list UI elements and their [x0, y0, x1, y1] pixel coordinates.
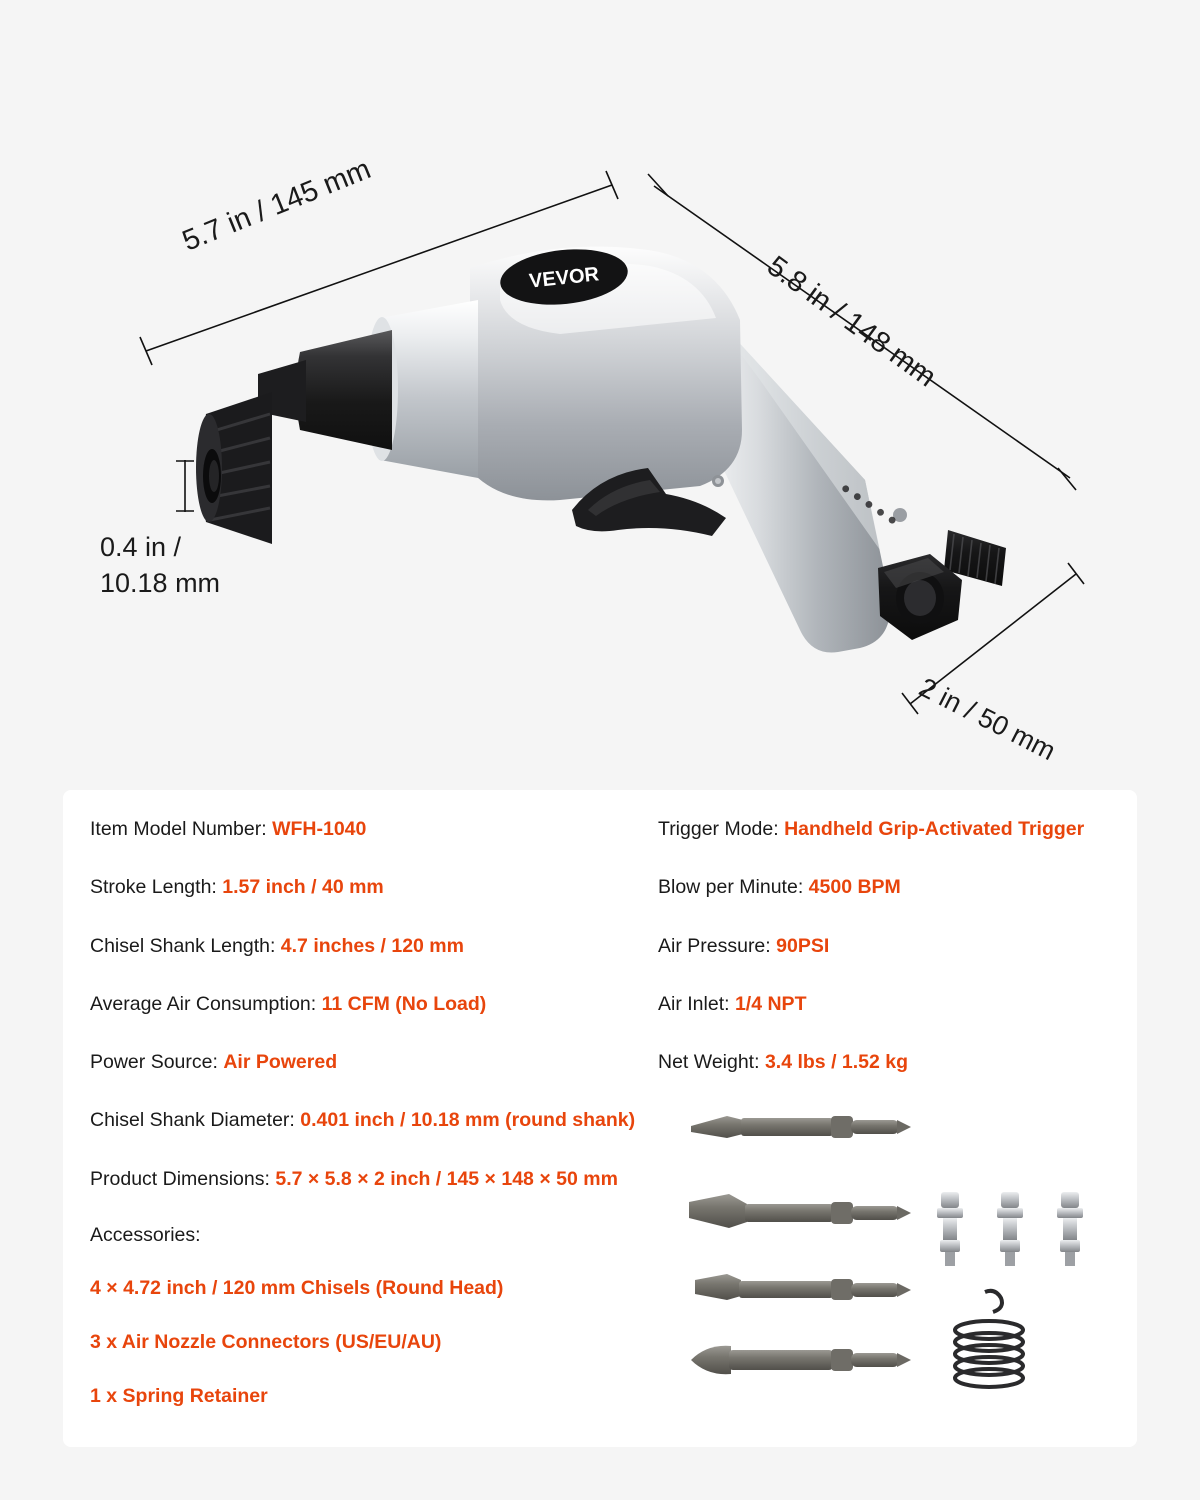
accessory-item: 4 × 4.72 inch / 120 mm Chisels (Round Head) [90, 1277, 504, 1300]
accessory-item: 1 x Spring Retainer [90, 1385, 268, 1408]
chisel-flat [691, 1116, 911, 1138]
spec-row [90, 1166, 690, 1193]
dimension-label-shank-diameter [100, 530, 220, 601]
spec-value: 4500 BPM [808, 876, 901, 899]
spec-value: 90PSI [776, 934, 830, 957]
air-nozzle-connector-eu [997, 1192, 1023, 1266]
spec-label: Chisel Shank Length: [90, 934, 276, 957]
spec-value: 11 CFM (No Load) [321, 992, 487, 1015]
spec-row [90, 816, 690, 843]
spec-label: Chisel Shank Diameter: [90, 1109, 295, 1132]
dimension-label-height: 5.8 in / 148 mm [761, 250, 942, 394]
spec-label: Item Model Number: [90, 818, 267, 840]
spec-label: Net Weight: [658, 1051, 760, 1074]
spec-row [658, 991, 1128, 1018]
spec-row [90, 1049, 690, 1076]
brand-logo-text: VEVOR [528, 263, 601, 293]
specifications-card [63, 790, 1137, 1447]
accessories-illustration [683, 1100, 1123, 1420]
dimension-line-shank [176, 460, 194, 512]
spec-label: Air Pressure: [658, 934, 771, 957]
spec-row [90, 1107, 690, 1134]
spec-label: Blow per Minute: [658, 876, 804, 899]
air-nozzle-connector-au [1057, 1192, 1083, 1266]
shank-diameter-line1: 0.4 in / [100, 532, 182, 562]
accessories-heading: Accessories: [90, 1224, 201, 1247]
spec-row [658, 933, 1128, 960]
chisel-spade [689, 1194, 911, 1228]
spec-label: Air Inlet: [658, 992, 730, 1015]
spec-value: 1.57 inch / 40 mm [222, 876, 384, 899]
spec-row [658, 816, 1128, 843]
air-nozzle-connector-us [937, 1192, 963, 1266]
air-hammer-body [196, 243, 1006, 652]
spec-value: Air Powered [223, 1051, 338, 1074]
shank-diameter-line2: 10.18 mm [100, 567, 221, 598]
spec-row [658, 874, 1128, 901]
spec-value: 4.7 inches / 120 mm [280, 934, 464, 957]
spec-row [90, 991, 690, 1018]
spec-value: WFH-1040 [272, 818, 367, 840]
threaded-collar [196, 392, 272, 544]
spec-label: Stroke Length: [90, 876, 217, 899]
spec-label: Average Air Consumption: [90, 992, 317, 1015]
spec-label: Power Source: [90, 1051, 218, 1074]
chisel-point [691, 1346, 911, 1374]
dimension-label-width: 2 in / 50 mm [914, 672, 1061, 767]
spec-label: Product Dimensions: [90, 1167, 270, 1190]
accessory-item: 3 x Air Nozzle Connectors (US/EU/AU) [90, 1331, 442, 1354]
spec-row [90, 933, 690, 960]
spec-row [90, 874, 690, 901]
dimension-label-length: 5.7 in / 145 mm [178, 153, 376, 258]
spec-column-left [90, 816, 690, 1439]
spec-column-right [658, 816, 1128, 1107]
spec-row [658, 1049, 1128, 1076]
spec-value: 3.4 lbs / 1.52 kg [764, 1051, 909, 1074]
spec-value: 5.7 × 5.8 × 2 inch / 145 × 148 × 50 mm [275, 1167, 618, 1190]
spec-value: Handheld Grip-Activated Trigger [784, 818, 1085, 840]
spec-label: Trigger Mode: [658, 818, 779, 840]
spec-value: 0.401 inch / 10.18 mm (round shank) [300, 1109, 636, 1132]
spring-retainer [955, 1291, 1023, 1387]
chisel-narrow [695, 1274, 911, 1300]
spec-value: 1/4 NPT [734, 992, 807, 1015]
